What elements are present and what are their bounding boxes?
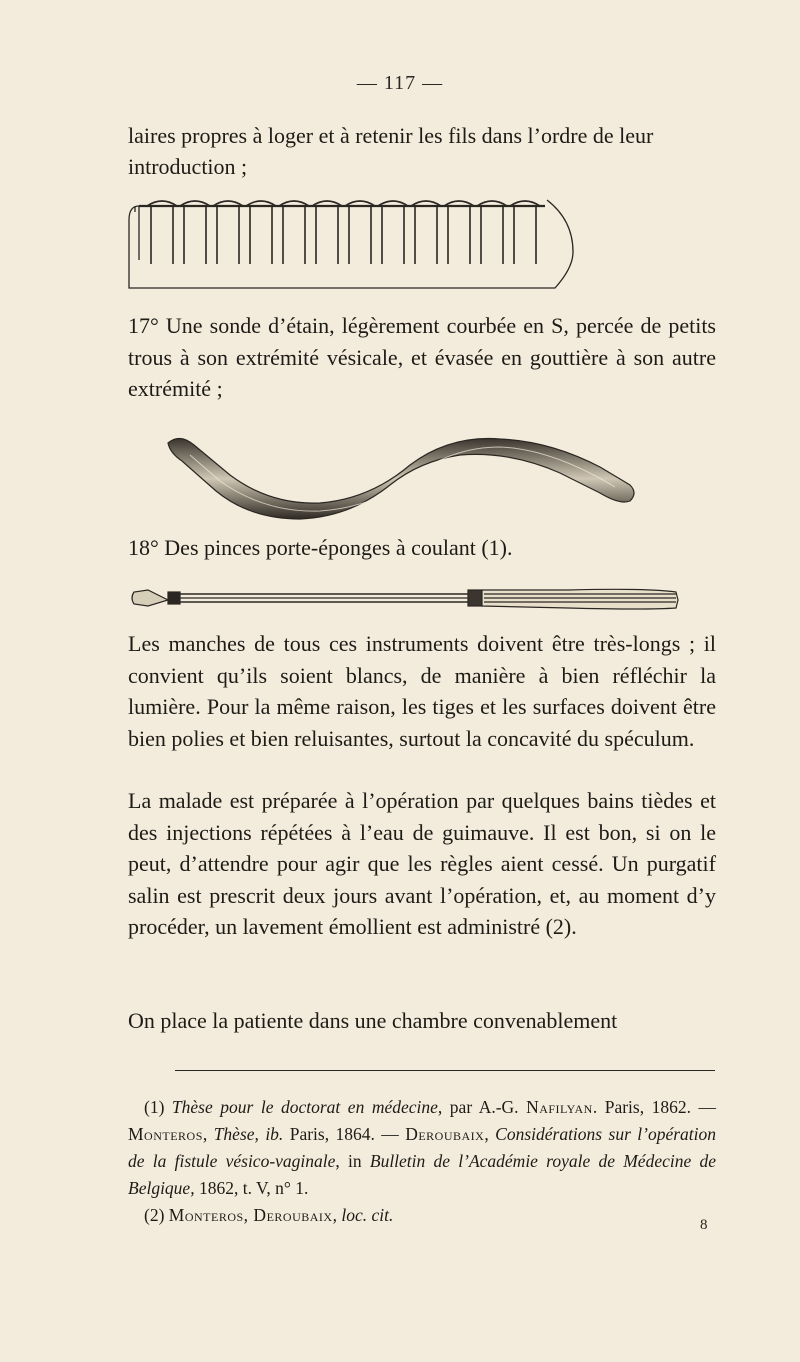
body-paragraph-3: On place la patiente dans une chambre convenablement: [128, 1008, 618, 1033]
footnote-1-title-2: Thèse, ib.: [213, 1124, 284, 1144]
footnote-1-marker: (1): [144, 1097, 165, 1117]
comb-tooth: [180, 201, 210, 264]
footnote-1-rest-1: . Paris, 1862. —: [592, 1097, 717, 1117]
footnote-2: [128, 1202, 716, 1229]
footnote-1-rest-2: Paris, 1864. —: [283, 1124, 406, 1144]
footnote-1: [128, 1094, 716, 1202]
footnote-1-by: , par A.-G.: [437, 1097, 527, 1117]
comb-tooth: [378, 201, 408, 264]
footnote-1-author-2: Monteros: [128, 1124, 203, 1144]
comb-tooth: [213, 201, 243, 264]
footnote-1-author-3: Deroubaix: [405, 1124, 485, 1144]
footnote-1-sep-2: ,: [202, 1124, 214, 1144]
footnote-1-journal: Bulletin de l’Académie royale de Médecine de Belgique,: [128, 1151, 716, 1198]
footnote-rule: [175, 1070, 715, 1071]
footnote-2-sep: ,: [332, 1205, 342, 1225]
footnote-1-sep-3: ,: [484, 1124, 496, 1144]
body-paragraph-2: La malade est préparée à l’opération par quelques bains tièdes et des injections répétées à l’eau de guimauve. Il est bon, si on le peut, d’attendre pour agir que les règles aient cessé. Un purgatif salin est prescrit deux jours avant l’opération, et, au moment d’y procéder, un lavement émollient est administré (2).: [128, 788, 716, 939]
signature-mark: 8: [700, 1217, 708, 1233]
footnote-2-marker: (2): [144, 1205, 165, 1225]
footnotes: [128, 1094, 716, 1229]
comb-tooth: [279, 201, 309, 264]
body-paragraph-1: Les manches de tous ces instruments doivent être très-longs ; il convient qu’ils soient blancs, de manière à bien réfléchir la lumière. Pour la même raison, les tiges et les surfaces doivent être bien polies et bien reluisantes, surtout la concavité du spéculum.: [128, 631, 716, 751]
footnote-2-authors: Monteros, Deroubaix: [168, 1205, 333, 1225]
comb-tooth: [477, 201, 507, 264]
footnote-2-loc: loc. cit.: [341, 1205, 394, 1225]
figure-thread-holder: [125, 190, 585, 300]
item-18-text: 18° Des pinces porte-éponges à coulant (1).: [128, 535, 513, 560]
comb-tooth: [444, 201, 474, 264]
comb-tooth: [246, 201, 276, 264]
page-number: — 117 —: [356, 72, 444, 94]
intro-line-2: introduction ;: [128, 154, 248, 179]
footnote-1-title-3: Considérations sur l’opération de la fistule vésico-vaginale: [128, 1124, 717, 1171]
item-17-text: 17° Une sonde d’étain, légèrement courbée en S, percée de petits trous à son extrémité vésicale, et évasée en gouttière à son autre extrémité ;: [128, 313, 716, 401]
footnote-1-author-1: Nafilyan: [526, 1097, 593, 1117]
footnote-1-in: , in: [335, 1151, 370, 1171]
figure-curved-sound: [160, 425, 640, 525]
comb-tooth: [345, 201, 375, 264]
intro-line-1: laires propres à loger et à retenir les fils dans l’ordre de leur: [128, 123, 654, 148]
comb-tooth: [147, 201, 177, 264]
comb-tooth: [312, 201, 342, 264]
footnote-1-rest-3: 1862, t. V, n° 1.: [194, 1178, 309, 1198]
comb-tooth: [411, 201, 441, 264]
figure-sponge-forceps: [128, 580, 688, 616]
comb-tooth: [510, 201, 540, 264]
footnote-1-title-1: Thèse pour le doctorat en médecine: [171, 1097, 438, 1117]
